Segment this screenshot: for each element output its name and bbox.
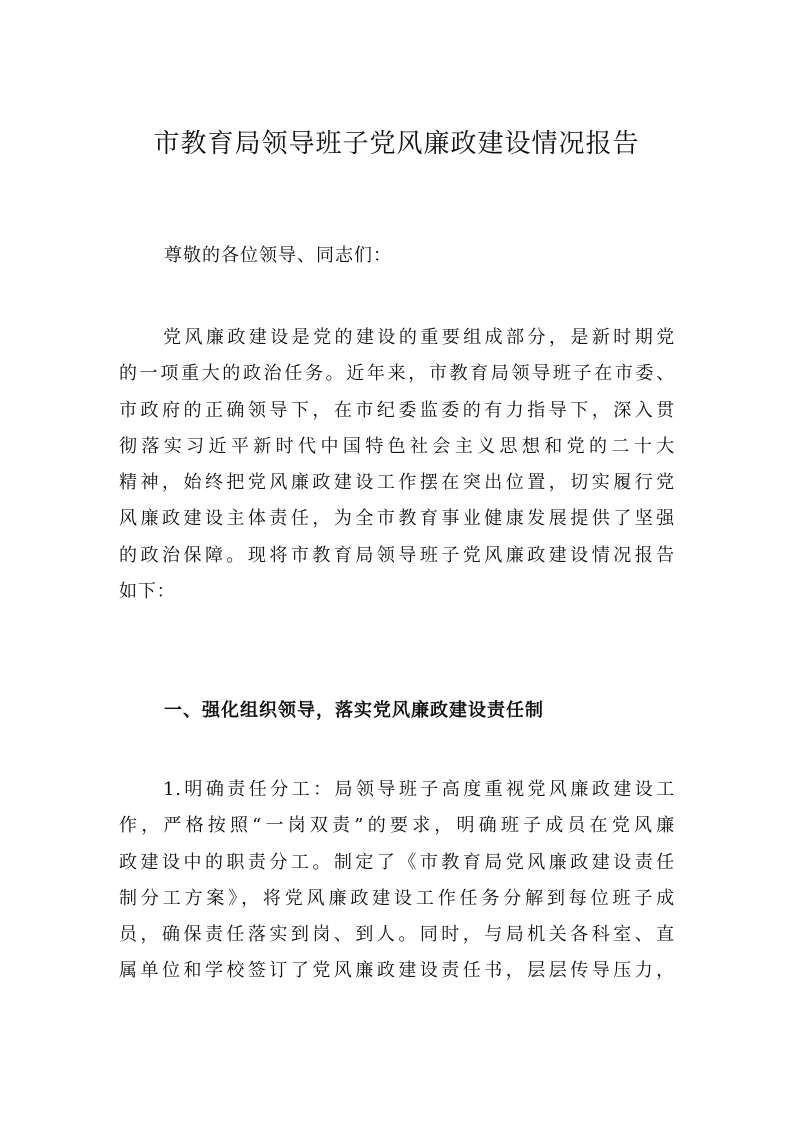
paragraph-line: 属单位和学校签订了党风廉政建设责任书，层层传导压力，	[119, 960, 675, 982]
document-title: 市教育局领导班子党风廉政建设情况报告	[153, 129, 640, 159]
paragraph-line: 风廉政建设主体责任，为全市教育事业健康发展提供了坚强	[119, 508, 675, 530]
paragraph-line: 的政治保障。现将市教育局领导班子党风廉政建设情况报告	[119, 544, 675, 566]
paragraph-line: 精神，始终把党风廉政建设工作摆在突出位置，切实履行党	[119, 472, 675, 494]
paragraph-line: 彻落实习近平新时代中国特色社会主义思想和党的二十大	[119, 435, 675, 457]
paragraph-line: 党风廉政建设是党的建设的重要组成部分，是新时期党	[163, 327, 675, 348]
section-heading: 一、强化组织领导，落实党风廉政建设责任制	[164, 700, 544, 721]
paragraph-line: 制分工方案》，将党风廉政建设工作任务分解到每位班子成	[119, 887, 675, 909]
paragraph-responsibility	[119, 772, 675, 990]
paragraph-line: 如下：	[119, 581, 176, 603]
paragraph-line: 员，确保责任落实到岗、到人。同时，与局机关各科室、直	[119, 924, 675, 946]
paragraph-line: 市政府的正确领导下，在市纪委监委的有力指导下，深入贯	[119, 399, 675, 421]
paragraph-line: 1.明确责任分工：局领导班子高度重视党风廉政建设工	[163, 779, 675, 800]
paragraph-line: 作，严格按照“一岗双责”的要求，明确班子成员在党风廉	[119, 815, 675, 837]
paragraph-line: 政建设中的职责分工。制定了《市教育局党风廉政建设责任	[119, 851, 675, 873]
paragraph-intro	[119, 320, 675, 610]
salutation: 尊敬的各位领导、同志们：	[164, 245, 392, 266]
paragraph-line: 的一项重大的政治任务。近年来，市教育局领导班子在市委、	[119, 363, 675, 385]
